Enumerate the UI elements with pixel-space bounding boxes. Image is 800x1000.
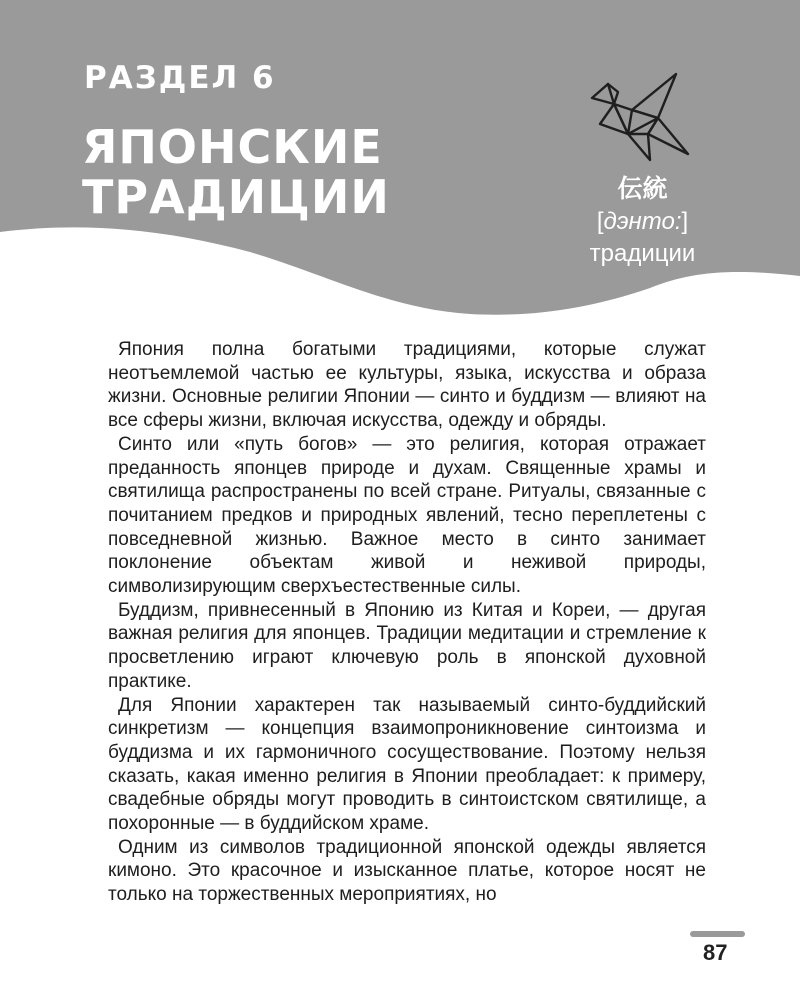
body-text (108, 338, 706, 907)
reading-close-bracket: ] (681, 208, 689, 235)
page-number: 87 (703, 940, 728, 965)
paragraph: Для Японии характерен так называемый синто-буддийский синкретизм — концепция взаимопроникновение синтоизма и буддизма и их гармоничного сосуществование. Поэтому нельзя сказать, какая именно религия в Японии преобладает: к примеру, свадебные обряды могут проводить в синтоистском святилище, а похоронные — в буддийском храме. (108, 694, 706, 835)
term-reading (560, 206, 725, 238)
reading-open-bracket: [ (596, 208, 604, 235)
paragraph: Синто или «путь богов» — это религия, которая отражает преданность японцев природе и духам. Священные храмы и святилища распространены по всей стране. Ритуалы, связанные с почитанием предков и природных явлений, тесно переплетены с повседневной жизнью. Важное место в синто занимает поклонение объектам живой и неживой природы, символизирующим сверхъестественные силы. (108, 433, 706, 598)
paragraph: Буддизм, привнесенный в Японию из Китая и Кореи, — другая важная религия для японцев. Традиции медитации и стремление к просветлению играют ключевую роль в японской духовной практике. (108, 599, 706, 692)
paragraph: Япония полна богатыми традициями, которые служат неотъемлемой частью ее культуры, языка, искусства и образа жизни. Основные религии Японии — синто и буддизм — влияют на все сферы жизни, включая искусства, одежду и обряды. (108, 339, 706, 432)
term-romanization: дэнто: (603, 208, 682, 235)
chapter-title (82, 122, 390, 222)
origami-crane-icon (588, 70, 692, 162)
chapter-title-line-1: ЯПОНСКИЕ (82, 120, 383, 174)
paragraph: Одним из символов традиционной японской одежды является кимоно. Это красочное и изысканное платье, которое носят не только на торжественных мероприятиях, но (108, 836, 706, 906)
chapter-title-line-2: ТРАДИЦИИ (82, 170, 390, 224)
section-label: РАЗДЕЛ 6 (84, 60, 276, 96)
page-number-bar (690, 931, 745, 937)
term-meaning: традиции (589, 240, 696, 267)
term-box (560, 172, 725, 270)
term-kanji: 伝統 (617, 174, 668, 203)
